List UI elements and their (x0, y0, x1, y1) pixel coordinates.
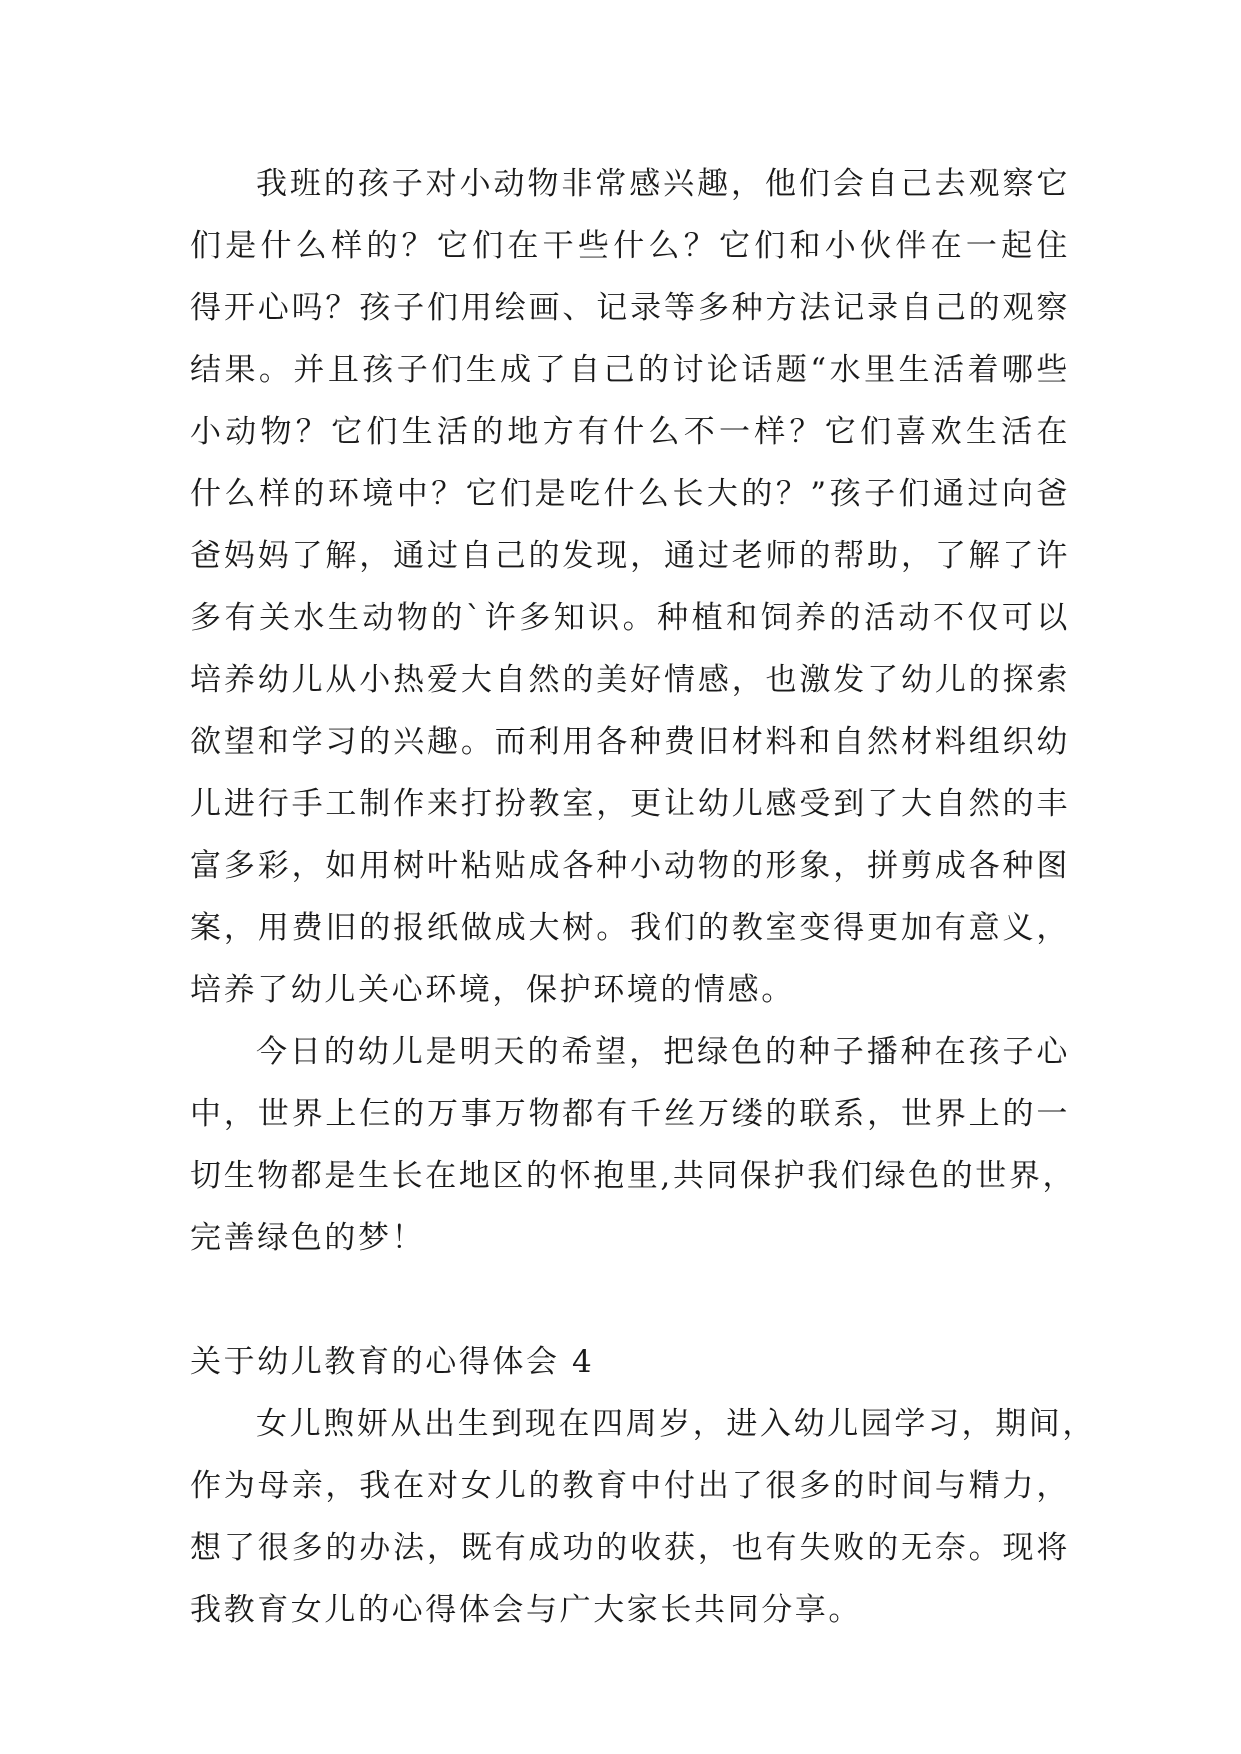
text-line: 欲望和学习的兴趣。而利用各种费旧材料和自然材料组织幼 (190, 724, 1070, 760)
text-line: 什么样的环境中？它们是吃什么长大的？”孩子们通过向爸 (190, 476, 1070, 512)
section-heading: 关于幼儿教育的心得体会 4 (190, 1344, 595, 1380)
text-line: 完善绿色的梦！ (190, 1220, 426, 1256)
text-line: 作为母亲，我在对女儿的教育中付出了很多的时间与精力， (190, 1468, 1070, 1504)
paragraph-green-hope (190, 1021, 1077, 1269)
paragraph-daughter (190, 1393, 1096, 1641)
text-line: 爸妈妈了解，通过自己的发现，通过老师的帮助，了解了许 (190, 538, 1070, 574)
text-line: 我班的孩子对小动物非常感兴趣，他们会自己去观察它 (256, 166, 1070, 202)
text-line: 小动物？它们生活的地方有什么不一样？它们喜欢生活在 (190, 414, 1070, 450)
text-line: 得开心吗？孩子们用绘画、记录等多种方法记录自己的观察 (190, 290, 1070, 326)
text-line: 女儿煦妍从出生到现在四周岁，进入幼儿园学习，期间， (256, 1406, 1096, 1442)
text-line: 儿进行手工制作来打扮教室，更让幼儿感受到了大自然的丰 (190, 786, 1070, 822)
paragraph-animals (190, 153, 1070, 1021)
text-line: 中，世界上仨的万事万物都有千丝万缕的联系，世界上的一 (190, 1096, 1070, 1132)
text-line: 们是什么样的？它们在干些什么？它们和小伙伴在一起住 (190, 228, 1070, 264)
text-line: 我教育女儿的心得体会与广大家长共同分享。 (190, 1592, 862, 1628)
text-line: 培养了幼儿关心环境，保护环境的情感。 (190, 972, 795, 1008)
text-line: 切生物都是生长在地区的怀抱里,共同保护我们绿色的世界， (190, 1158, 1077, 1194)
text-line: 培养幼儿从小热爱大自然的美好情感，也激发了幼儿的探索 (190, 662, 1070, 698)
paragraph-gap (190, 1269, 1070, 1331)
text-line: 富多彩，如用树叶粘贴成各种小动物的形象，拼剪成各种图 (190, 848, 1070, 884)
text-line: 多有关水生动物的`许多知识。种植和饲养的活动不仅可以 (190, 600, 1070, 636)
text-line: 结果。并且孩子们生成了自己的讨论话题“水里生活着哪些 (190, 352, 1070, 388)
text-line: 想了很多的办法，既有成功的收获，也有失败的无奈。现将 (190, 1530, 1070, 1566)
document-body (190, 153, 1096, 1641)
text-line: 案，用费旧的报纸做成大树。我们的教室变得更加有意义， (190, 910, 1070, 946)
text-line: 今日的幼儿是明天的希望，把绿色的种子播种在孩子心 (256, 1034, 1070, 1070)
